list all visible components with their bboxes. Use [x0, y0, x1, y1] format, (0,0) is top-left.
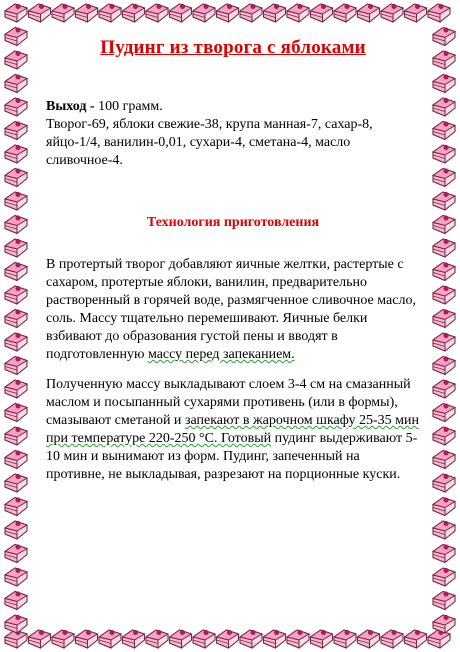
cake-slice-icon	[433, 263, 455, 281]
cake-slice-icon	[5, 145, 27, 163]
cake-slice-icon	[433, 333, 455, 351]
preparation-paragraph-1	[46, 256, 420, 364]
recipe-title: Пудинг из творога с яблоками	[100, 37, 366, 58]
cake-slice-icon	[240, 630, 262, 648]
cake-slice-icon	[5, 51, 27, 69]
cake-slice-icon	[5, 545, 27, 563]
cake-slice-icon	[433, 28, 455, 46]
cake-slice-icon	[433, 192, 455, 210]
cake-slice-icon	[433, 498, 455, 516]
cake-slice-icon	[123, 4, 145, 22]
cake-slice-icon	[5, 75, 27, 93]
cake-slice-icon	[287, 630, 309, 648]
cake-slice-icon	[5, 521, 27, 539]
cake-slice-icon	[217, 630, 239, 648]
cake-slice-icon	[5, 615, 27, 633]
cake-slice-icon	[264, 630, 286, 648]
cake-slice-icon	[5, 568, 27, 586]
cake-slice-icon	[5, 239, 27, 257]
cake-slice-icon	[433, 380, 455, 398]
paragraph-2-underlined-text: запекают в жарочном шкафу 25-35 мин при температуре 220-250 °С. Готовый	[46, 413, 419, 446]
cake-slice-icon	[5, 4, 27, 22]
cake-slice-icon	[433, 451, 455, 469]
cake-slice-icon	[405, 630, 427, 648]
cake-slice-icon	[29, 630, 51, 648]
cake-slice-icon	[433, 357, 455, 375]
cake-slice-icon	[193, 630, 215, 648]
cake-slice-icon	[433, 286, 455, 304]
ingredients-list: Творог-69, яблоки свежие-38, крупа манная-7, сахар-8, яйцо-1/4, ванилин-0,01, сухари-4, сметана-4, масло сливочное-4.	[46, 117, 373, 168]
cake-slice-icon	[433, 404, 455, 422]
cake-slice-icon	[170, 630, 192, 648]
cake-slice-icon	[433, 98, 455, 116]
cake-slice-icon	[99, 4, 121, 22]
cake-slice-icon	[334, 4, 356, 22]
cake-slice-icon	[217, 4, 239, 22]
cake-slice-icon	[5, 169, 27, 187]
cake-slice-icon	[99, 630, 121, 648]
cake-slice-icon	[5, 357, 27, 375]
cake-slice-icon	[193, 4, 215, 22]
cake-slice-icon	[5, 380, 27, 398]
cake-slice-icon	[433, 568, 455, 586]
cake-slice-icon	[433, 51, 455, 69]
paragraph-1-text: В протертый творог добавляют яичные желтки, растертые с сахаром, протертые яблоки, ванилин, предварительно растворенный в горячей воде, размягченное сливочное масло, соль. Массу тщательно перемешивают. Яичные белки взбивают до образования густой пены и вводят в подготовленную	[46, 257, 416, 362]
cake-slice-icon	[433, 310, 455, 328]
cake-slice-icon	[5, 192, 27, 210]
cake-slice-icon	[5, 404, 27, 422]
yield-and-ingredients	[46, 98, 420, 170]
paragraph-2-text-end: пудинг выдерживают 5-10 мин и вынимают из форм. Пудинг, запеченный на противне, не выкладывая, разрезают на порционные куски.	[46, 431, 418, 482]
cake-slice-icon	[5, 122, 27, 140]
cake-slice-icon	[5, 427, 27, 445]
cake-slice-icon	[76, 4, 98, 22]
technology-heading: Технология приготовления	[146, 215, 320, 230]
cake-slice-icon	[433, 145, 455, 163]
cake-slice-icon	[433, 521, 455, 539]
cake-slice-icon	[334, 630, 356, 648]
cake-slice-icon	[123, 630, 145, 648]
yield-value: 100 грамм.	[98, 99, 163, 114]
paragraph-1-underlined-text: массу перед запеканием.	[147, 347, 295, 362]
cake-slice-icon	[76, 630, 98, 648]
yield-label: Выход -	[46, 99, 95, 114]
cake-slice-icon	[240, 4, 262, 22]
cake-slice-icon	[5, 286, 27, 304]
cake-slice-icon	[433, 169, 455, 187]
cake-slice-icon	[311, 630, 333, 648]
cake-slice-icon	[428, 630, 450, 648]
cake-slice-icon	[5, 592, 27, 610]
cake-slice-icon	[433, 239, 455, 257]
cake-slice-icon	[264, 4, 286, 22]
cake-slice-icon	[29, 4, 51, 22]
cake-slice-icon	[5, 474, 27, 492]
preparation-paragraph-2	[46, 376, 420, 484]
cake-slice-icon	[5, 28, 27, 46]
cake-slice-icon	[433, 216, 455, 234]
cake-slice-icon	[358, 4, 380, 22]
cake-slice-icon	[52, 4, 74, 22]
cake-slice-icon	[433, 427, 455, 445]
cake-slice-icon	[5, 263, 27, 281]
cake-slice-icon	[146, 4, 168, 22]
paragraph-2-text-start: Полученную массу выкладывают слоем 3-4 см на смазанный маслом и посыпанный сухарями противень (или в формы), смазывают сметаной и	[46, 377, 411, 428]
cake-slice-icon	[170, 4, 192, 22]
cake-slice-icon	[381, 4, 403, 22]
recipe-document	[46, 36, 420, 484]
cake-slice-icon	[433, 122, 455, 140]
cake-slice-icon	[5, 98, 27, 116]
cake-slice-icon	[381, 630, 403, 648]
cake-slice-icon	[428, 4, 450, 22]
cake-slice-icon	[358, 630, 380, 648]
cake-slice-icon	[433, 545, 455, 563]
cake-slice-icon	[405, 4, 427, 22]
cake-slice-icon	[287, 4, 309, 22]
cake-slice-icon	[5, 310, 27, 328]
cake-slice-icon	[146, 630, 168, 648]
cake-slice-icon	[5, 333, 27, 351]
cake-slice-icon	[5, 498, 27, 516]
cake-slice-icon	[433, 615, 455, 633]
cake-slice-icon	[52, 630, 74, 648]
cake-slice-icon	[311, 4, 333, 22]
cake-slice-icon	[433, 75, 455, 93]
cake-slice-icon	[433, 592, 455, 610]
cake-slice-icon	[5, 216, 27, 234]
cake-slice-icon	[5, 451, 27, 469]
cake-slice-icon	[433, 474, 455, 492]
